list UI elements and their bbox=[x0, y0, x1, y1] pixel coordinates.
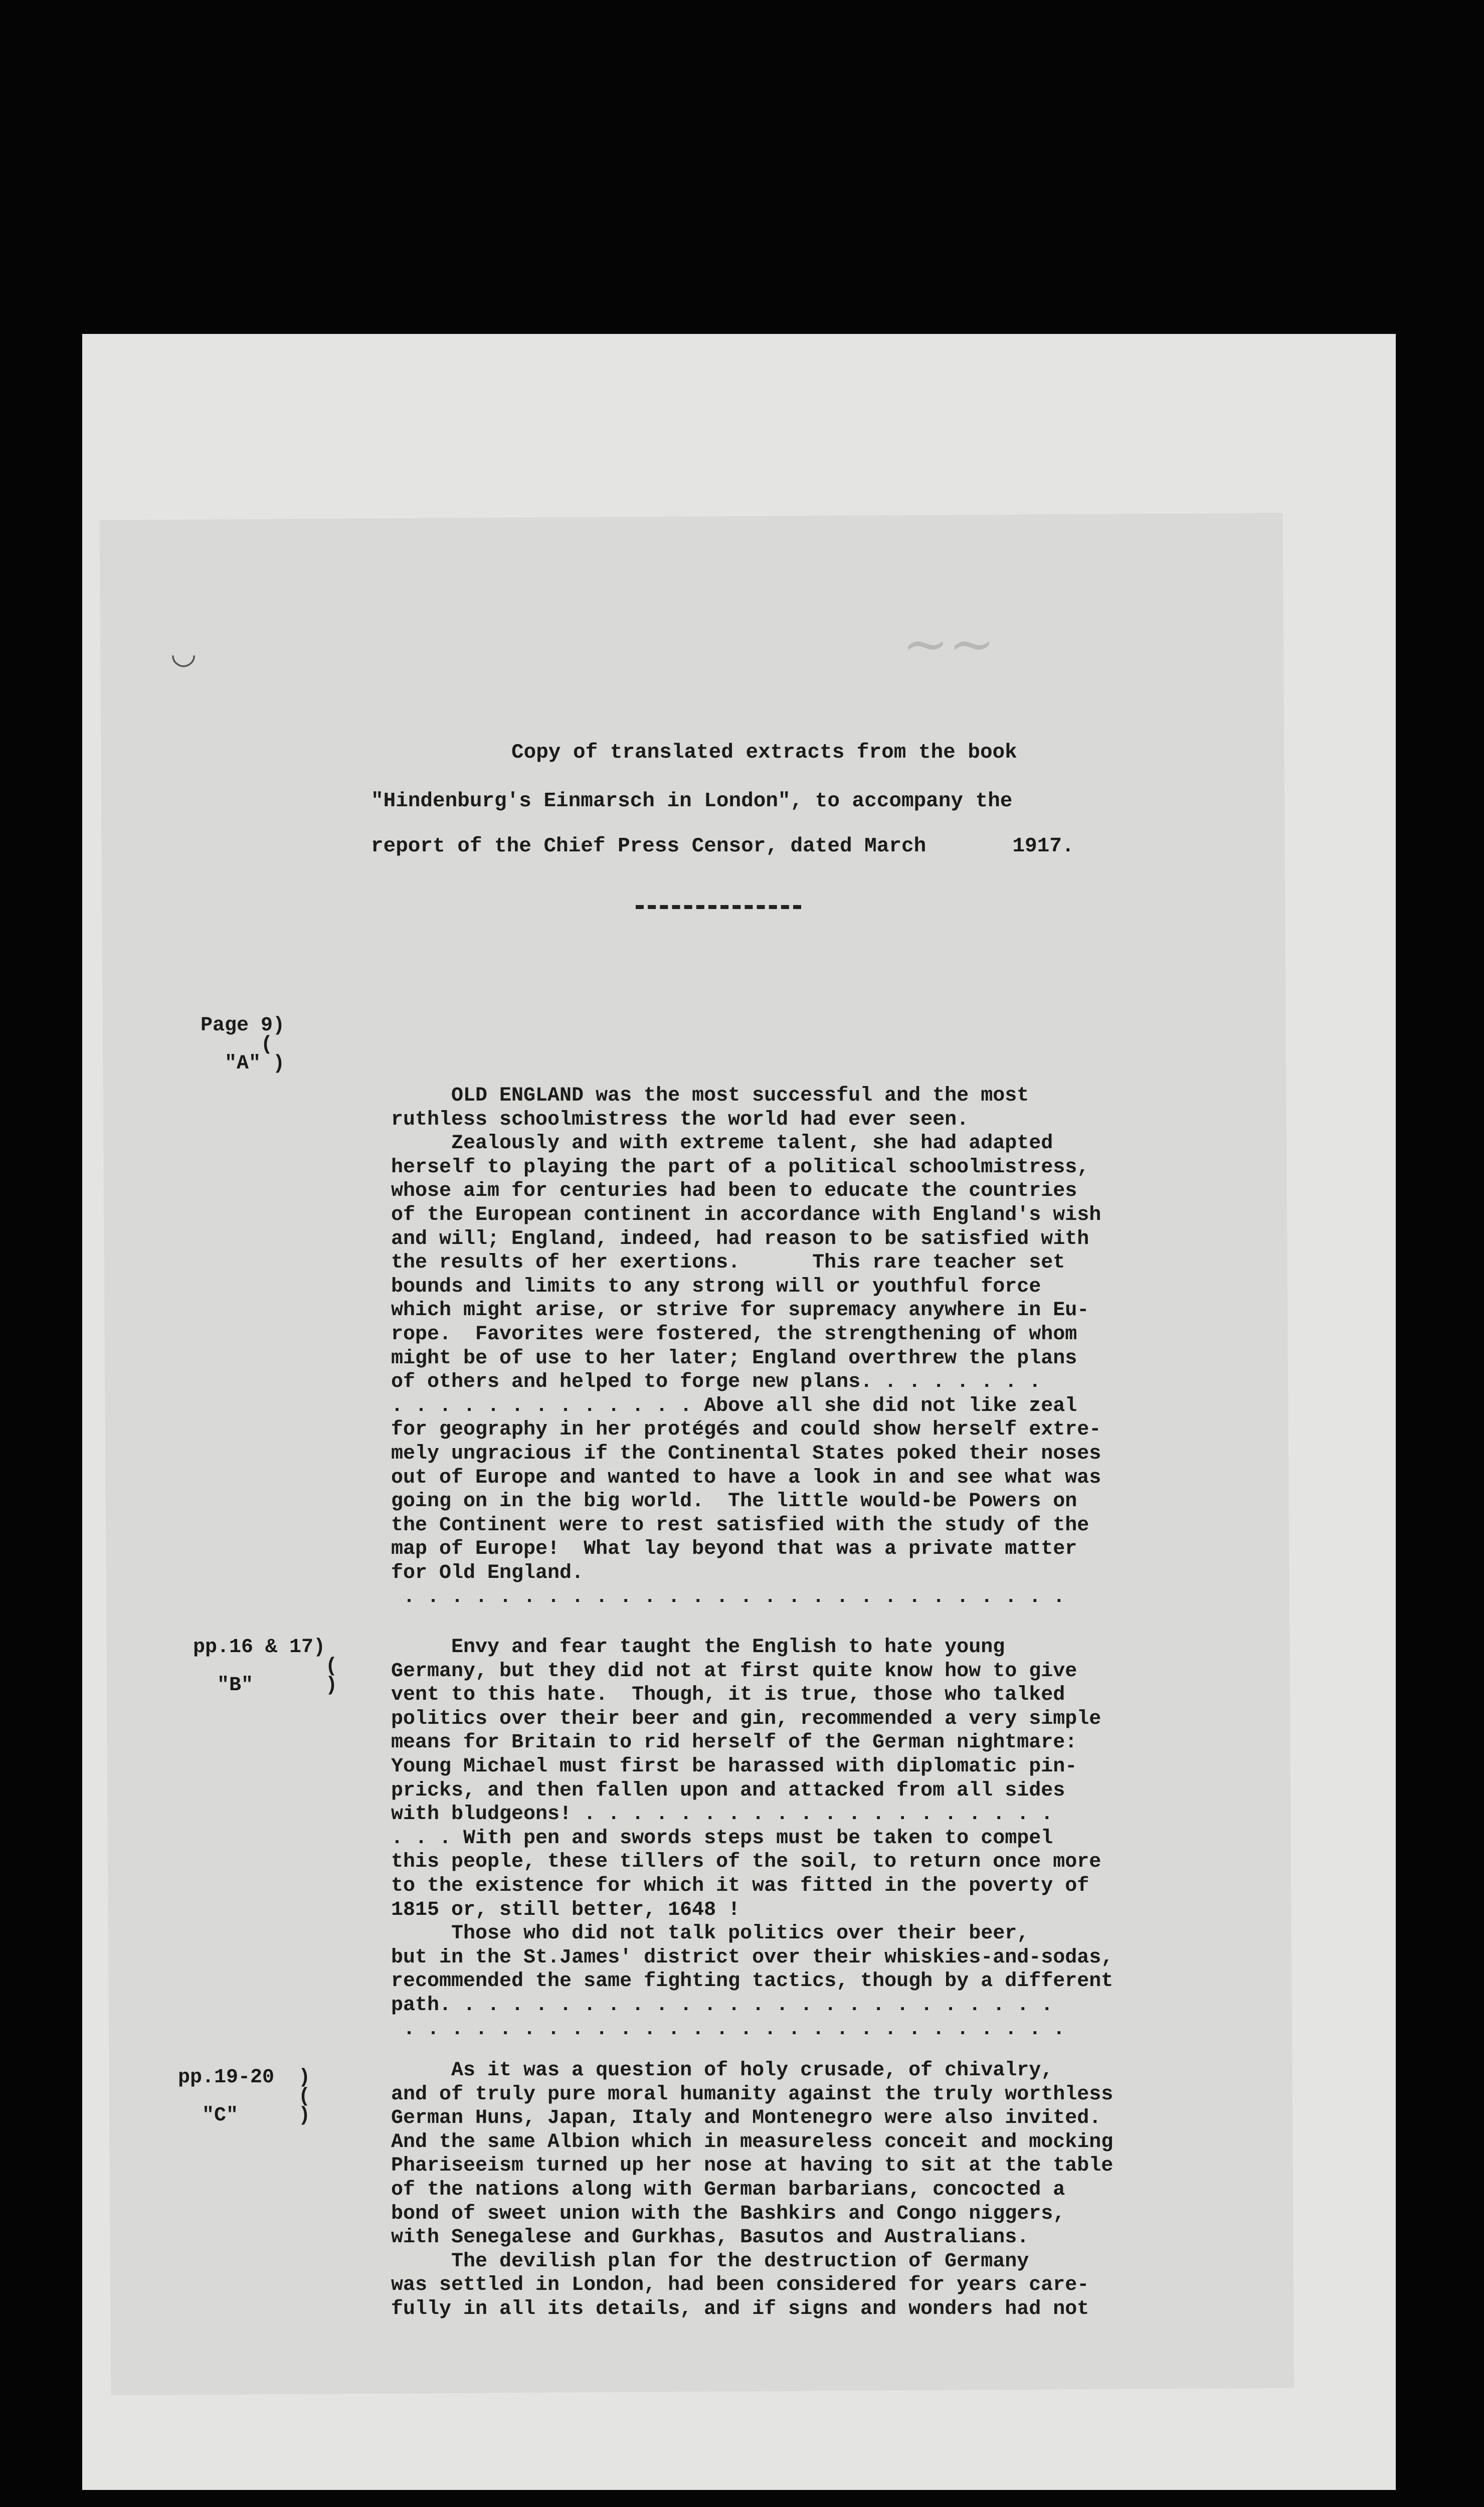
body-text-line: As it was a question of holy crusade, of chivalry, bbox=[391, 2059, 1053, 2082]
body-text-line: out of Europe and wanted to have a look in and see what was bbox=[391, 1466, 1101, 1489]
body-text-line: vent to this hate. Though, it is true, those who talked bbox=[391, 1684, 1065, 1707]
body-text-line: . . . . . . . . . . . . . Above all she did not like zeal bbox=[391, 1394, 1077, 1417]
body-text-line: and of truly pure moral humanity against the truly worthless bbox=[391, 2083, 1114, 2106]
body-text-line: 1815 or, still better, 1648 ! bbox=[391, 1898, 740, 1921]
body-text-line: was settled in London, had been considered for years care- bbox=[391, 2274, 1089, 2297]
body-text-line: bounds and limits to any strong will or youthful force bbox=[391, 1275, 1041, 1298]
body-text-line: Zealously and with extreme talent, she had adapted bbox=[391, 1132, 1053, 1155]
body-text-line: the results of her exertions. This rare teacher set bbox=[391, 1251, 1065, 1275]
body-text-line: of the European continent in accordance with England's wish bbox=[391, 1204, 1101, 1226]
body-text-line: whose aim for centuries had been to educate the countries bbox=[391, 1180, 1077, 1203]
body-text-line: . . . . . . . . . . . . . . . . . . . . . . . . . . . . bbox=[391, 1585, 1065, 1608]
body-text-line: . . . With pen and swords steps must be taken to compel bbox=[391, 1827, 1053, 1850]
body-text-line: bond of sweet union with the Bashkirs and Congo niggers, bbox=[391, 2202, 1065, 2225]
body-text-line: . . . . . . . . . . . . . . . . . . . . . . . . . . . . bbox=[391, 2018, 1065, 2041]
body-text-line: path. . . . . . . . . . . . . . . . . . . . . . . . . . bbox=[391, 1994, 1053, 2017]
body-text-line: for geography in her protégés and could show herself extre- bbox=[391, 1418, 1101, 1442]
section-page-reference: Page 9) bbox=[201, 1014, 285, 1037]
body-text-line: ruthless schoolmistress the world had ever seen. bbox=[391, 1108, 969, 1131]
body-text-line: for Old England. bbox=[391, 1562, 584, 1584]
body-text-line: Germany, but they did not at first quite know how to give bbox=[391, 1660, 1077, 1683]
body-text-line: might be of use to her later; England overthrew the plans bbox=[391, 1347, 1077, 1370]
body-text-line: which might arise, or strive for supremacy anywhere in Eu- bbox=[391, 1299, 1089, 1322]
body-text-line: fully in all its details, and if signs and wonders had not bbox=[391, 2298, 1089, 2320]
section-page-reference: ( bbox=[193, 1655, 338, 1678]
body-text-line: but in the St.James' district over their whiskies-and-sodas, bbox=[391, 1946, 1114, 1969]
title-line: Copy of translated extracts from the book bbox=[511, 741, 1017, 764]
body-text-line: with Senegalese and Gurkhas, Basutos and Australians. bbox=[391, 2226, 1029, 2249]
body-text-line: going on in the big world. The little would-be Powers on bbox=[391, 1490, 1077, 1513]
section-page-reference: pp.16 & 17) bbox=[193, 1636, 326, 1659]
body-text-line: rope. Favorites were fostered, the strengthening of whom bbox=[391, 1323, 1077, 1346]
body-text-line: pricks, and then fallen upon and attacked from all sides bbox=[391, 1779, 1065, 1802]
section-page-reference: ( bbox=[178, 2085, 311, 2108]
body-text-line: Envy and fear taught the English to hate young bbox=[391, 1636, 1005, 1659]
body-text-line: And the same Albion which in measureless conceit and mocking bbox=[391, 2130, 1114, 2154]
body-text-line: the Continent were to rest satisfied with the study of the bbox=[391, 1514, 1089, 1537]
title-line: report of the Chief Press Censor, dated March 1917. bbox=[371, 835, 1074, 858]
body-text-line: to the existence for which it was fitted in the poverty of bbox=[391, 1875, 1089, 1897]
body-text-line: this people, these tillers of the soil, to return once more bbox=[391, 1851, 1101, 1874]
body-text-line: The devilish plan for the destruction of Germany bbox=[391, 2250, 1029, 2273]
section-page-reference: ( bbox=[201, 1033, 273, 1056]
body-text-line: of others and helped to forge new plans. . . . . . . . bbox=[391, 1371, 1041, 1394]
body-text-line: of the nations along with German barbarians, concocted a bbox=[391, 2179, 1065, 2201]
body-text-line: mely ungracious if the Continental States poked their noses bbox=[391, 1443, 1101, 1465]
title-separator bbox=[636, 905, 801, 909]
body-text-line: politics over their beer and gin, recommended a very simple bbox=[391, 1707, 1101, 1730]
body-text-line: German Huns, Japan, Italy and Montenegro were also invited. bbox=[391, 2107, 1101, 2130]
body-text-line: recommended the same fighting tactics, though by a different bbox=[391, 1970, 1114, 1993]
body-text-line: herself to playing the part of a political schoolmistress, bbox=[391, 1156, 1089, 1179]
section-page-reference: pp.19-20 ) bbox=[178, 2066, 311, 2089]
title-line: "Hindenburg's Einmarsch in London", to accompany the bbox=[371, 790, 1013, 813]
section-page-reference: "A" ) bbox=[201, 1052, 285, 1075]
body-text-line: and will; England, indeed, had reason to be satisfied with bbox=[391, 1227, 1089, 1250]
body-text-line: Phariseeism turned up her nose at having to sit at the table bbox=[391, 2155, 1114, 2178]
section-page-reference: "B" ) bbox=[193, 1674, 338, 1697]
section-page-reference: "C" ) bbox=[178, 2104, 311, 2127]
faded-annotation: ~~ bbox=[902, 612, 995, 676]
body-text-line: Young Michael must first be harassed with diplomatic pin- bbox=[391, 1755, 1077, 1778]
body-text-line: map of Europe! What lay beyond that was a private matter bbox=[391, 1538, 1077, 1561]
body-text-line: means for Britain to rid herself of the German nightmare: bbox=[391, 1731, 1077, 1754]
body-text-line: with bludgeons! . . . . . . . . . . . . . . . . . . . . bbox=[391, 1803, 1053, 1826]
body-text-line: Those who did not talk politics over their beer, bbox=[391, 1922, 1029, 1945]
body-text-line: OLD ENGLAND was the most successful and the most bbox=[391, 1085, 1029, 1107]
punch-hole-mark: ◡ bbox=[170, 636, 197, 671]
